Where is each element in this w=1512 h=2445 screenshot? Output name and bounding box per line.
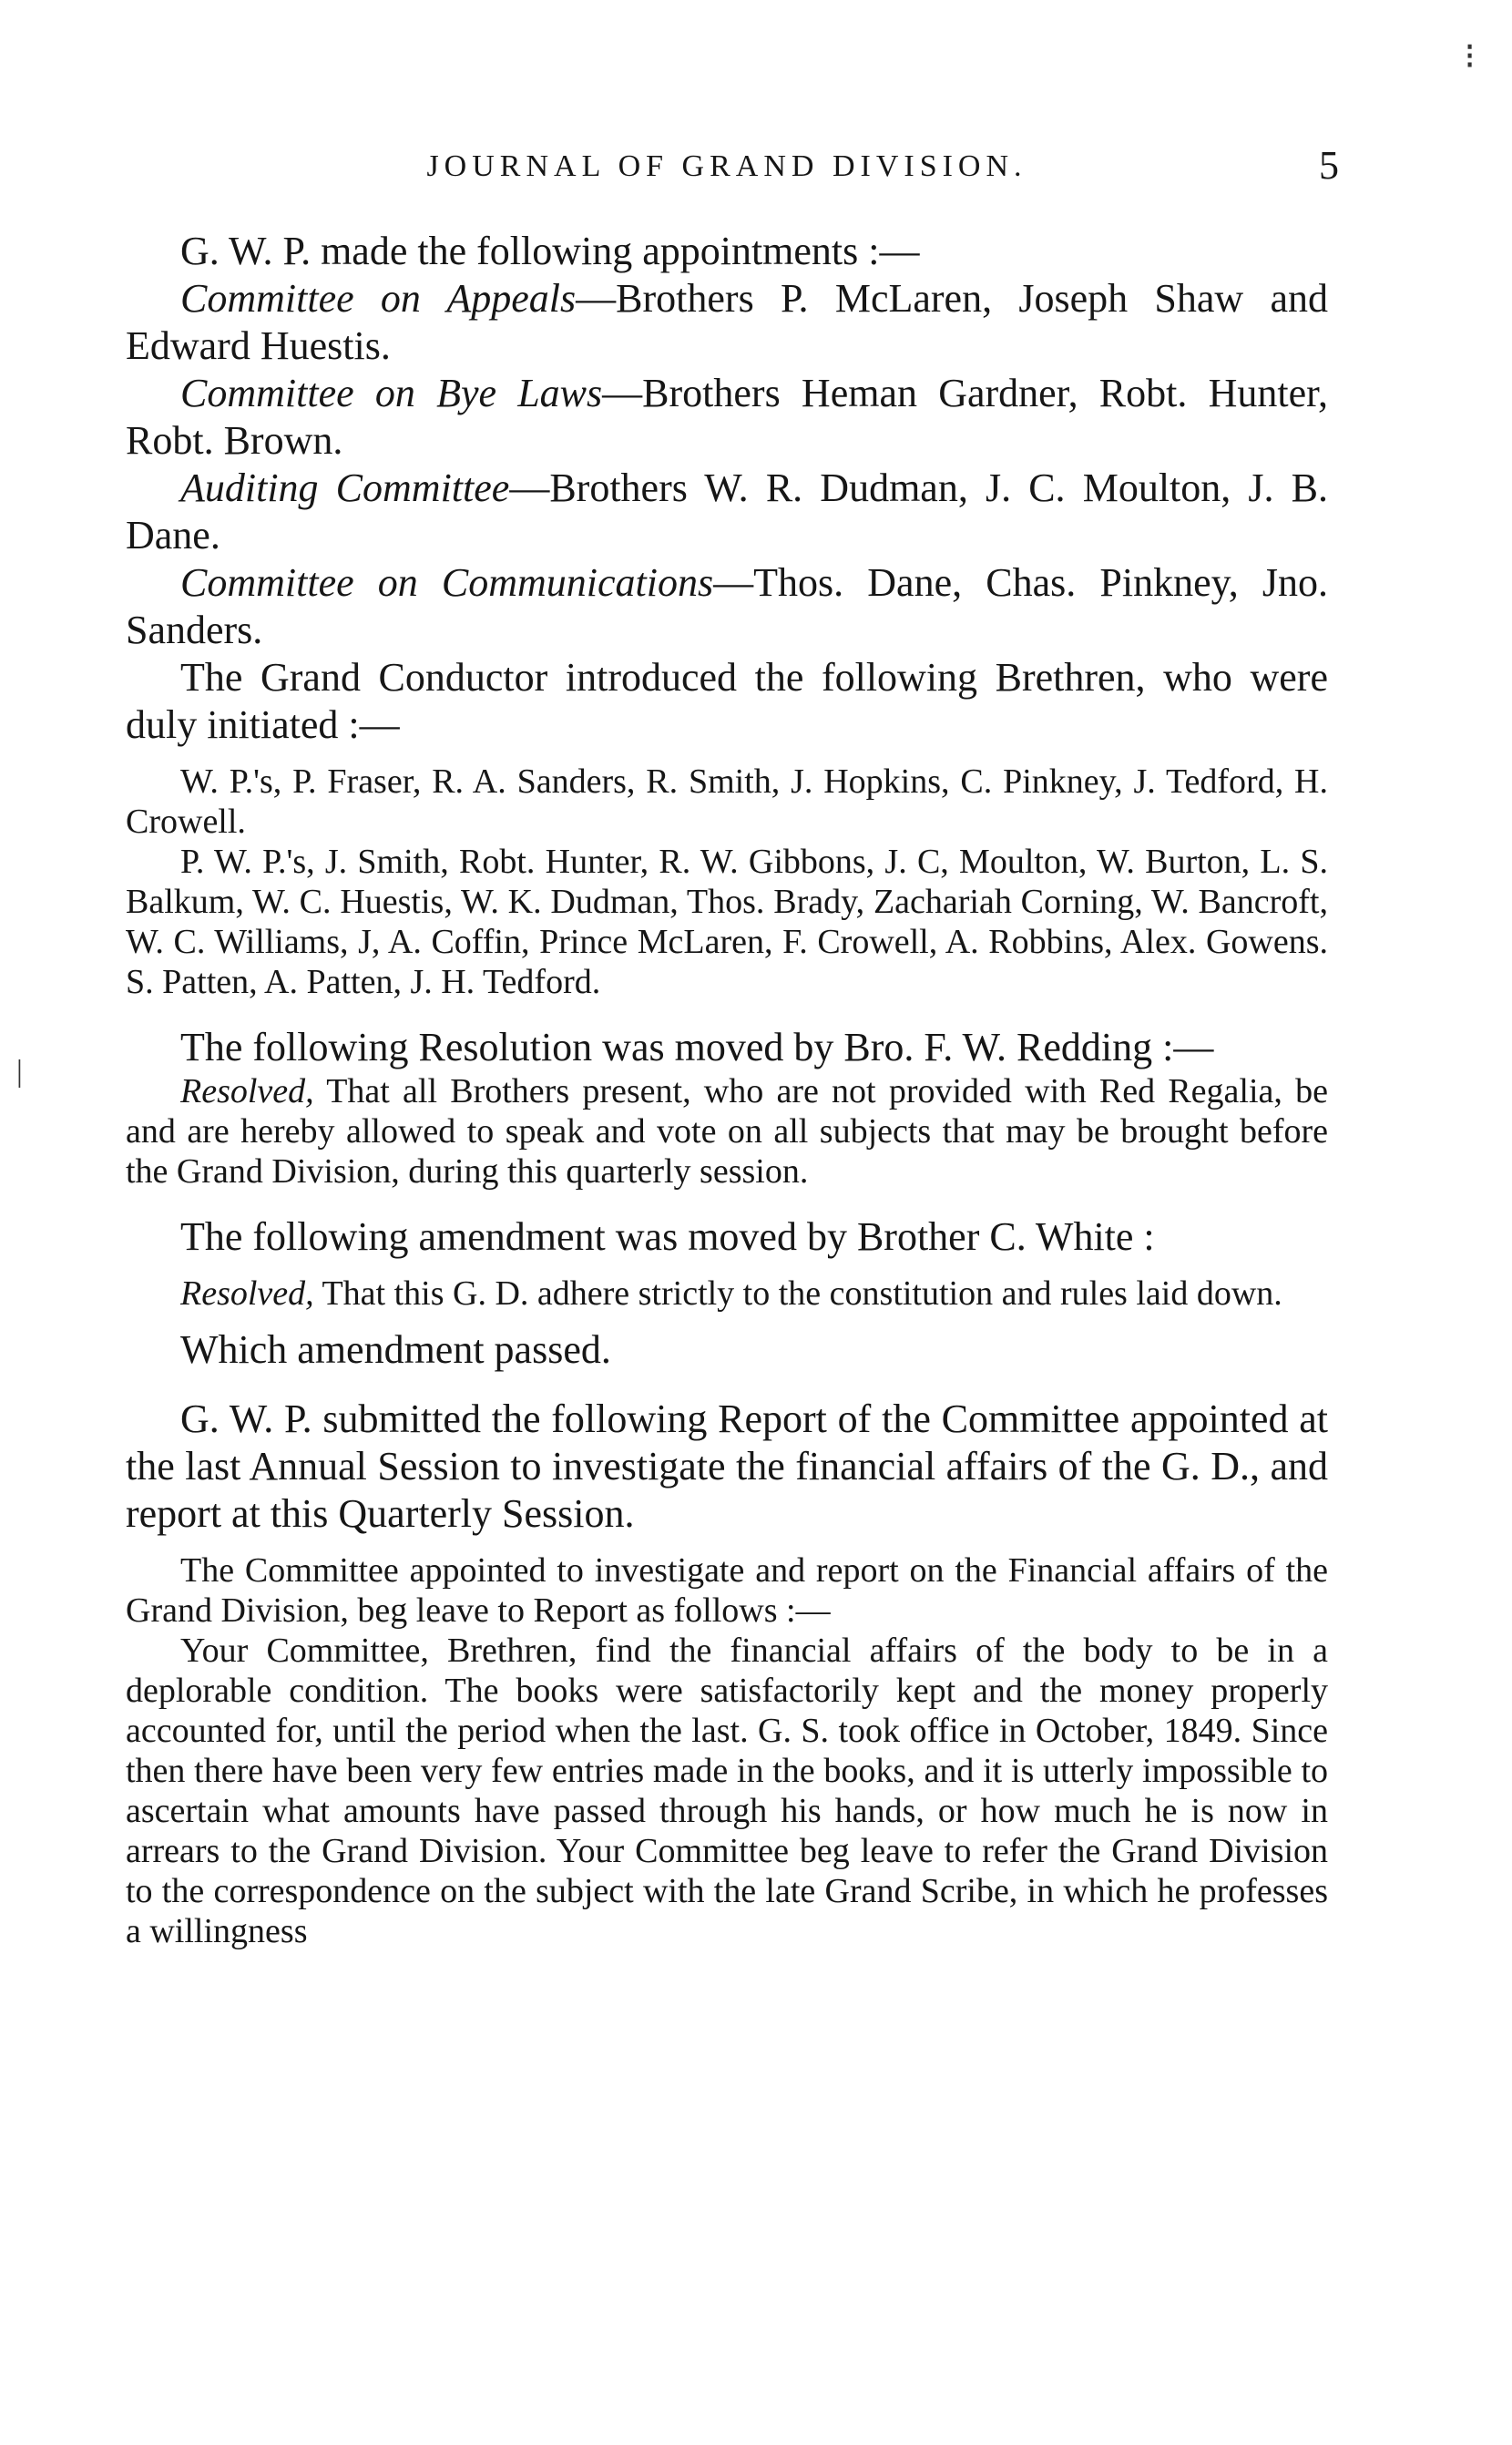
resolved-label: Resolved, xyxy=(180,1072,314,1110)
paragraph-report-body: Your Committee, Brethren, find the financial affairs of the body to be in a deplorable condition. The books were satisfactorily kept and the money properly accounted for, until the period when the last. G. S. took office in October, 1849. Since then there have been very few entries made in the books, and it is utterly impossible to ascertain what amounts have passed through his hands, or how much he is now in arrears to the Grand Division. Your Committee beg leave to refer the Grand Division to the correspondence on the subject with the late Grand Scribe, in which he professes a willingness xyxy=(126,1632,1328,1950)
paragraph-initiation-intro: The Grand Conductor introduced the following Brethren, who were duly initiated :— xyxy=(126,655,1328,747)
resolution-text: That all Brothers present, who are not provided with Red Regalia, be and are hereby allowed to speak and vote on all subjects that may be brought before the Grand Division, during this quarterly session. xyxy=(126,1072,1328,1191)
paragraph-amendment xyxy=(126,1274,1328,1314)
committee-members: —Brothers P. McLaren, Joseph Shaw and Edward Huestis. xyxy=(126,276,1328,368)
paragraph-resolution xyxy=(126,1071,1328,1192)
margin-mark: | xyxy=(16,1055,23,1089)
corner-mark: ⁝ xyxy=(1464,36,1476,77)
page-number: 5 xyxy=(1319,143,1339,188)
paragraph-committee-appeals xyxy=(126,275,1328,370)
paragraph-report-intro: G. W. P. submitted the following Report of the Committee appointed at the last Annual Session to investigate the financial affairs of the G. D., and report at this Quarterly Session. xyxy=(126,1396,1328,1536)
paragraph-resolution-intro: The following Resolution was moved by Bro. F. W. Redding :— xyxy=(180,1025,1214,1069)
resolved-label: Resolved, xyxy=(180,1274,314,1313)
committee-members: —Thos. Dane, Chas. Pinkney, Jno. Sanders. xyxy=(126,560,1329,652)
committee-label: Auditing Committee xyxy=(180,465,510,510)
paragraph-wps-list: W. P.'s, P. Fraser, R. A. Sanders, R. Smith, J. Hopkins, C. Pinkney, J. Tedford, H. Crowell. xyxy=(126,762,1328,841)
committee-label: Committee on Bye Laws xyxy=(180,371,603,415)
paragraph-auditing-committee xyxy=(126,465,1328,559)
running-header xyxy=(126,137,1339,191)
paragraph-appointments: G. W. P. made the following appointments :— xyxy=(180,229,920,273)
paragraph-committee-communications xyxy=(126,559,1328,654)
paragraph-pwps-list: P. W. P.'s, J. Smith, Robt. Hunter, R. W. Gibbons, J. C, Moulton, W. Burton, L. S. Balkum, W. C. Huestis, W. K. Dudman, Thos. Brady, Zachariah Corning, W. Bancroft, W. C. Williams, J, A. Coffin, Prince McLaren, F. Crowell, A. Robbins, Alex. Gowens. S. Patten, A. Patten, J. H. Tedford. xyxy=(126,843,1328,1001)
header-title: JOURNAL OF GRAND DIVISION. xyxy=(426,149,1027,183)
paragraph-report-opening: The Committee appointed to investigate and report on the Financial affairs of the Grand Division, beg leave to Report as follows :— xyxy=(126,1551,1328,1630)
paragraph-committee-bye-laws xyxy=(126,370,1328,465)
paragraph-amendment-passed: Which amendment passed. xyxy=(180,1327,611,1372)
amendment-text: That this G. D. adhere strictly to the constitution and rules laid down. xyxy=(313,1274,1282,1313)
paragraph-amendment-intro: The following amendment was moved by Brother C. White : xyxy=(180,1214,1155,1259)
committee-members: —Brothers W. R. Dudman, J. C. Moulton, J. B. Dane. xyxy=(126,465,1328,558)
page-body xyxy=(126,137,1339,1951)
committee-label: Committee on Appeals xyxy=(180,276,577,321)
committee-label: Committee on Communications xyxy=(180,560,714,605)
committee-members: —Brothers Heman Gardner, Robt. Hunter, Robt. Brown. xyxy=(126,371,1328,463)
